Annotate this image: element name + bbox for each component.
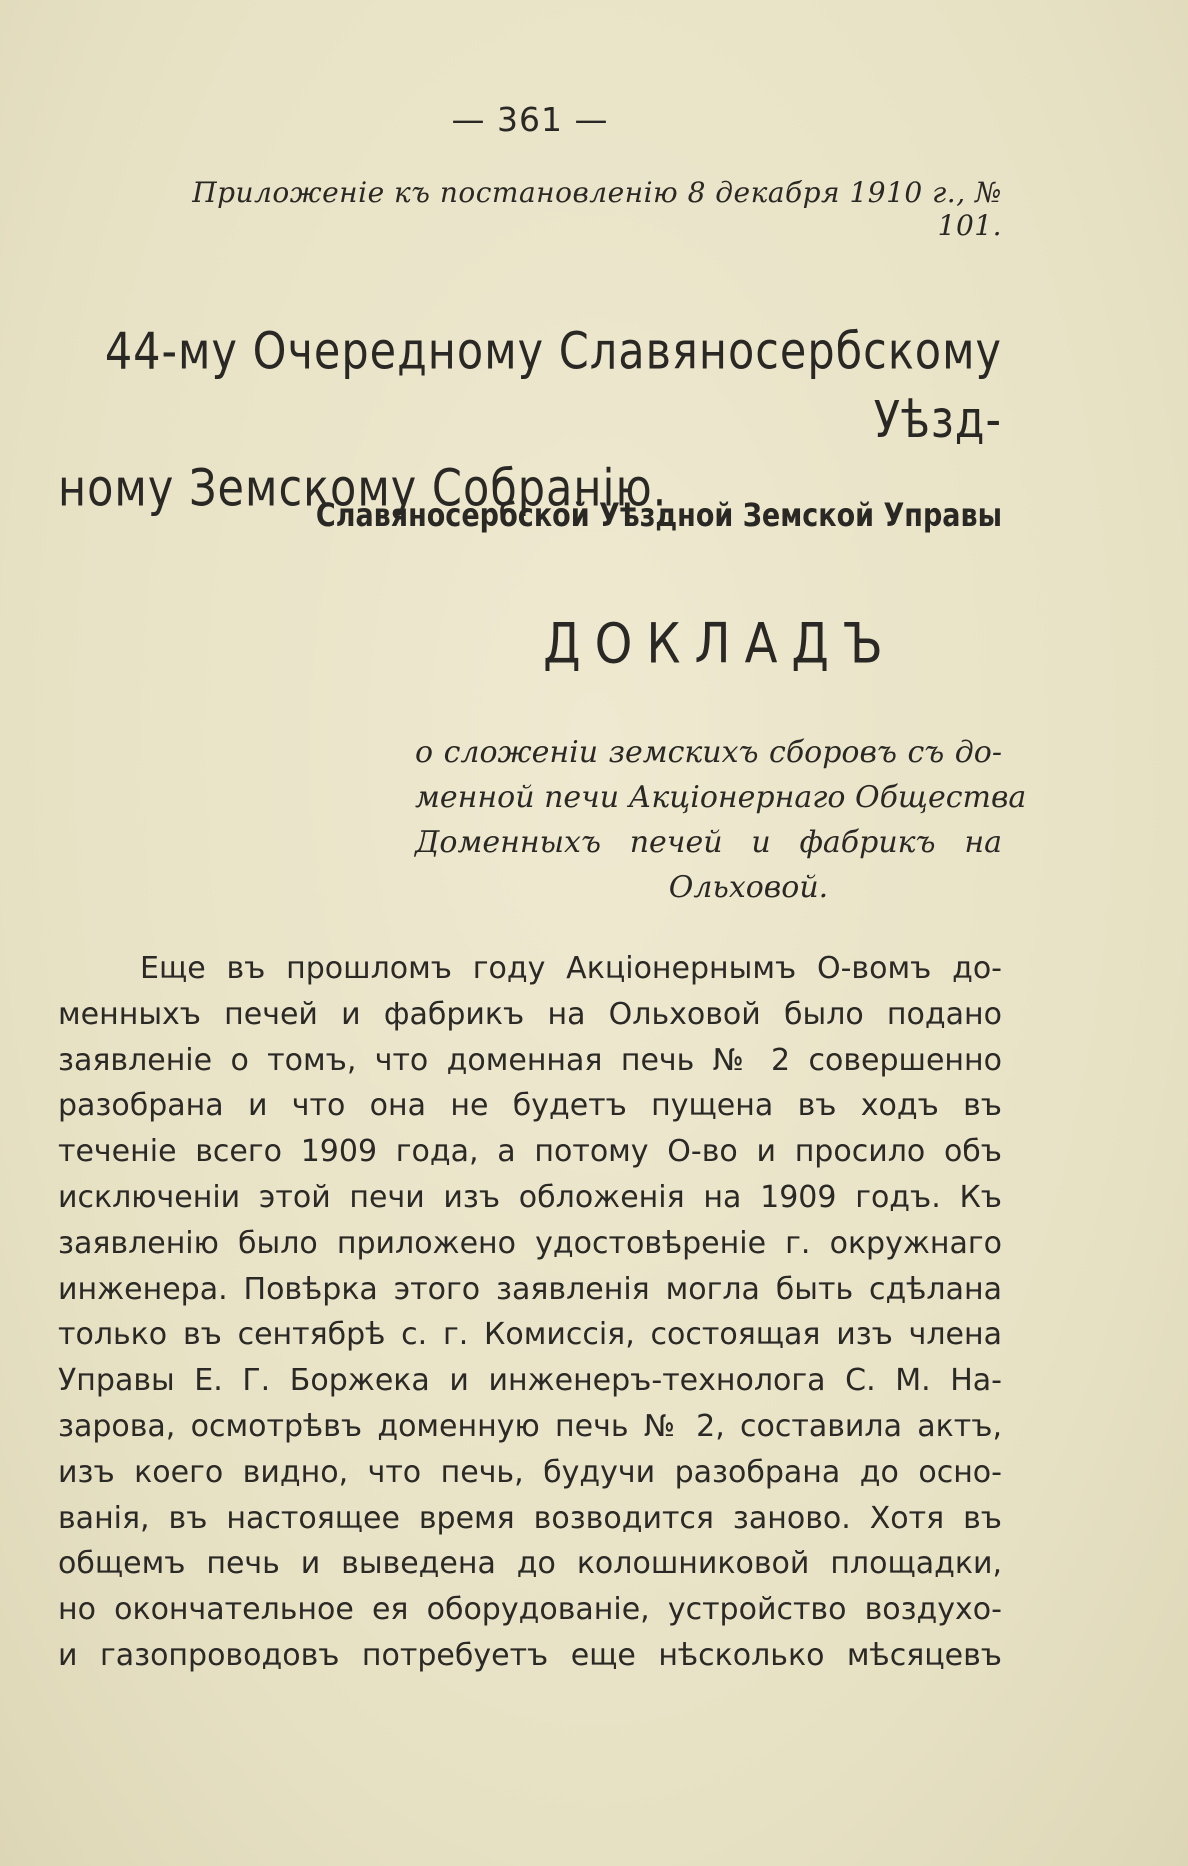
heading-line-1: 44-му Очередному Славяносербскому Уѣзд- xyxy=(104,322,1002,451)
body-line: ванія, въ настоящее время возводится заново. Хотя въ xyxy=(58,1500,1002,1536)
assembly-heading xyxy=(58,318,1002,523)
report-subject xyxy=(415,730,1027,910)
body-line: изъ коего видно, что печь, будучи разобрана до осно- xyxy=(58,1454,1002,1490)
body-paragraph xyxy=(58,946,1002,1679)
document-title: ДОКЛАДЪ xyxy=(543,612,897,677)
body-line: но окончательное ея оборудованіе, устройство воздухо- xyxy=(58,1592,1002,1628)
subject-line: Доменныхъ печей и фабрикъ на xyxy=(415,825,1002,860)
subject-line: о сложеніи земскихъ сборовъ съ до- xyxy=(415,735,1002,770)
body-line: только въ сентябрѣ с. г. Комиссія, состоящая изъ члена xyxy=(58,1317,1002,1353)
body-line: теченіе всего 1909 года, а потому О-во и просило объ xyxy=(58,1134,1002,1170)
body-line: Еще въ прошломъ году Акціонернымъ О-вомъ до- xyxy=(140,951,1002,986)
body-line: заявленіе о томъ, что доменная печь № 2 совершенно xyxy=(58,1042,1002,1078)
subject-line: Ольховой. xyxy=(668,870,829,905)
subject-line: менной печи Акціонернаго Общества xyxy=(415,780,1027,815)
body-line: инженера. Повѣрка этого заявленія могла быть сдѣлана xyxy=(58,1271,1002,1307)
body-line: заявленію было приложено удостовѣреніе г. окружнаго xyxy=(58,1225,1002,1261)
body-line: зарова, осмотрѣвъ доменную печь № 2, составила актъ, xyxy=(58,1408,1002,1444)
page-number: — 361 — xyxy=(451,100,609,139)
appendix-note: Приложеніе къ постановленію 8 декабря 1910 г., № 101. xyxy=(192,176,1002,242)
body-line: Управы Е. Г. Боржека и инженеръ-технолога С. М. На- xyxy=(58,1363,1002,1399)
body-line: менныхъ печей и фабрикъ на Ольховой было подано xyxy=(58,996,1002,1032)
body-line: и газопроводовъ потребуетъ еще нѣсколько мѣсяцевъ xyxy=(58,1637,1002,1673)
heading-line-2: ному Земскому Собранію. xyxy=(58,459,668,519)
report-author: Славяносербской Уѣздной Земской Управы xyxy=(315,497,1002,535)
body-line: исключеніи этой печи изъ обложенія на 1909 годъ. Къ xyxy=(58,1179,1002,1215)
body-line: разобрана и что она не будетъ пущена въ ходъ въ xyxy=(58,1088,1002,1124)
body-line: общемъ печь и выведена до колошниковой площадки, xyxy=(58,1546,1002,1582)
